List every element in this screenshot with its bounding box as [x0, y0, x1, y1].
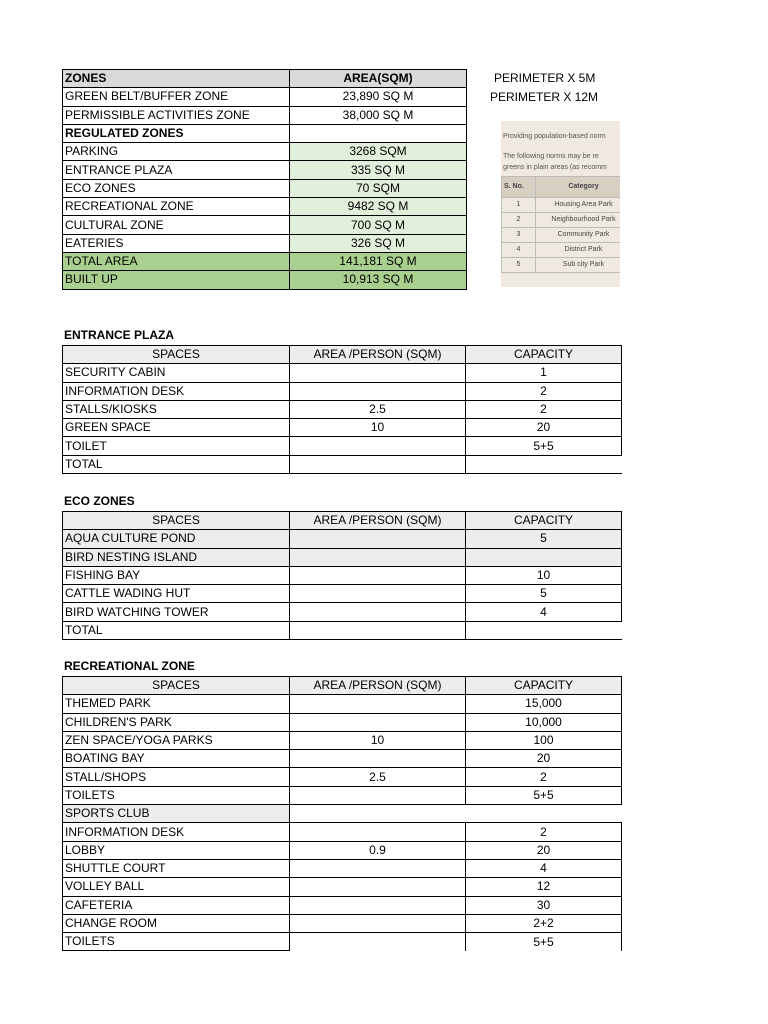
capacity-header: CAPACITY: [466, 512, 622, 530]
capacity: 30: [466, 896, 622, 914]
table-row: [63, 805, 622, 823]
space-name: GREEN SPACE: [63, 419, 290, 437]
capacity: 5: [466, 530, 622, 548]
table-header-row: [63, 346, 622, 364]
table-row: [63, 768, 622, 786]
capacity: 10: [466, 566, 622, 584]
capacity: 4: [466, 859, 622, 877]
area-per-person: [290, 695, 466, 713]
capacity: 5+5: [466, 786, 622, 804]
table-row: [63, 621, 622, 639]
area-header: AREA(SQM): [290, 70, 467, 88]
area-per-person: 0.9: [290, 841, 466, 859]
table-row: [63, 933, 622, 951]
area-per-person: [290, 548, 466, 566]
area-per-person: 2.5: [290, 400, 466, 418]
table-row: [63, 786, 622, 804]
ref-cell: 1: [502, 198, 536, 213]
area-person-header: AREA /PERSON (SQM): [290, 346, 466, 364]
space-name: INFORMATION DESK: [63, 823, 290, 841]
table-row: [63, 419, 622, 437]
spaces-header: SPACES: [63, 677, 290, 695]
table-row: [63, 216, 467, 234]
table-row: [63, 400, 622, 418]
zone-area: 38,000 SQ M: [290, 106, 467, 124]
table-row: [63, 878, 622, 896]
area-per-person: [290, 603, 466, 621]
capacity: 4: [466, 603, 622, 621]
space-name: VOLLEY BALL: [63, 878, 290, 896]
eco-zones-table: [62, 511, 622, 640]
area-per-person: [290, 896, 466, 914]
capacity: 20: [466, 750, 622, 768]
space-name: LOBBY: [63, 841, 290, 859]
zone-area: 141,181 SQ M: [290, 252, 467, 270]
table-row: [63, 896, 622, 914]
area-per-person: [290, 713, 466, 731]
table-header-row: [63, 512, 622, 530]
area-per-person: [290, 455, 466, 473]
zone-area: 10,913 SQ M: [290, 271, 467, 289]
space-name: AQUA CULTURE POND: [63, 530, 290, 548]
reference-text: greens in plain areas (as recomm: [503, 164, 607, 171]
space-name: CHANGE ROOM: [63, 914, 290, 932]
table-row: [63, 731, 622, 749]
capacity: 15,000: [466, 695, 622, 713]
table-row: [63, 914, 622, 932]
capacity: [466, 548, 622, 566]
area-per-person: [290, 382, 466, 400]
table-row: [63, 823, 622, 841]
capacity: [466, 621, 622, 639]
space-name: CHILDREN'S PARK: [63, 713, 290, 731]
space-name: BIRD NESTING ISLAND: [63, 548, 290, 566]
ref-cell: District Park: [536, 243, 621, 258]
area-per-person: [290, 437, 466, 455]
capacity: 2: [466, 400, 622, 418]
table-row: [63, 106, 467, 124]
zone-name: GREEN BELT/BUFFER ZONE: [63, 88, 290, 106]
space-name: CAFETERIA: [63, 896, 290, 914]
zone-name: PERMISSIBLE ACTIVITIES ZONE: [63, 106, 290, 124]
zone-name: CULTURAL ZONE: [63, 216, 290, 234]
zone-area: [290, 124, 467, 142]
area-per-person: [290, 786, 466, 804]
spaces-header: SPACES: [63, 512, 290, 530]
table-row: [63, 234, 467, 252]
ref-cell: Neighbourhood Park: [536, 213, 621, 228]
perimeter-note-1: PERIMETER X 5M: [494, 71, 596, 85]
reference-text: Providing population-based norm: [503, 133, 606, 140]
ref-cell: Community Park: [536, 228, 621, 243]
capacity: 2: [466, 823, 622, 841]
table-row: [63, 179, 467, 197]
zone-area: 9482 SQ M: [290, 198, 467, 216]
area-person-header: AREA /PERSON (SQM): [290, 512, 466, 530]
zone-area: 70 SQM: [290, 179, 467, 197]
perimeter-note-2: PERIMETER X 12M: [490, 90, 599, 104]
area-per-person: 10: [290, 731, 466, 749]
area-per-person: [290, 364, 466, 382]
space-name: SPORTS CLUB: [63, 805, 290, 823]
area-per-person: [290, 530, 466, 548]
area-per-person: [290, 805, 466, 823]
capacity: 1: [466, 364, 622, 382]
space-name: TOILET: [63, 437, 290, 455]
area-per-person: [290, 585, 466, 603]
table-row: [63, 364, 622, 382]
table-row: [63, 713, 622, 731]
entrance-plaza-table: [62, 345, 622, 474]
capacity: 10,000: [466, 713, 622, 731]
area-per-person: [290, 878, 466, 896]
area-per-person: [290, 823, 466, 841]
space-name: SECURITY CABIN: [63, 364, 290, 382]
spaces-header: SPACES: [63, 346, 290, 364]
capacity: [466, 805, 622, 823]
zone-area: 335 SQ M: [290, 161, 467, 179]
zone-name: TOTAL AREA: [63, 252, 290, 270]
table-header-row: [63, 70, 467, 88]
space-name: CATTLE WADING HUT: [63, 585, 290, 603]
zone-area: 700 SQ M: [290, 216, 467, 234]
table-row: [63, 548, 622, 566]
section-title: RECREATIONAL ZONE: [64, 659, 195, 673]
ref-cell: Sub city Park: [536, 258, 621, 273]
table-row: [63, 271, 467, 289]
table-row: [63, 382, 622, 400]
reference-text: The following norms may be re: [503, 153, 599, 160]
area-per-person: [290, 859, 466, 877]
area-per-person: 10: [290, 419, 466, 437]
zone-name: BUILT UP: [63, 271, 290, 289]
section-title: ENTRANCE PLAZA: [64, 328, 174, 342]
table-row: [63, 530, 622, 548]
space-name: TOTAL: [63, 455, 290, 473]
table-row: [63, 88, 467, 106]
space-name: TOILETS: [63, 933, 290, 951]
space-name: INFORMATION DESK: [63, 382, 290, 400]
capacity-header: CAPACITY: [466, 346, 622, 364]
zone-area: 3268 SQM: [290, 143, 467, 161]
area-person-header: AREA /PERSON (SQM): [290, 677, 466, 695]
section-title: ECO ZONES: [64, 494, 135, 508]
zone-name: ENTRANCE PLAZA: [63, 161, 290, 179]
table-row: [63, 603, 622, 621]
ref-header: Category: [536, 177, 621, 198]
space-name: SHUTTLE COURT: [63, 859, 290, 877]
table-row: [63, 750, 622, 768]
area-per-person: 2.5: [290, 768, 466, 786]
space-name: THEMED PARK: [63, 695, 290, 713]
zone-name: PARKING: [63, 143, 290, 161]
zones-header: ZONES: [63, 70, 290, 88]
capacity: 20: [466, 841, 622, 859]
ref-cell: Housing Area Park: [536, 198, 621, 213]
capacity: 2: [466, 382, 622, 400]
capacity: 20: [466, 419, 622, 437]
table-row: [63, 585, 622, 603]
space-name: TOILETS: [63, 786, 290, 804]
ref-cell: 2: [502, 213, 536, 228]
zone-area: 326 SQ M: [290, 234, 467, 252]
area-per-person: [290, 621, 466, 639]
table-row: [63, 859, 622, 877]
ref-cell: 5: [502, 258, 536, 273]
table-row: [63, 566, 622, 584]
space-name: STALL/SHOPS: [63, 768, 290, 786]
capacity: 100: [466, 731, 622, 749]
space-name: BOATING BAY: [63, 750, 290, 768]
capacity: 2: [466, 768, 622, 786]
area-per-person: [290, 750, 466, 768]
space-name: BIRD WATCHING TOWER: [63, 603, 290, 621]
table-row: [63, 143, 467, 161]
table-row: [63, 841, 622, 859]
capacity: 5+5: [466, 933, 622, 951]
capacity: 2+2: [466, 914, 622, 932]
zone-name: RECREATIONAL ZONE: [63, 198, 290, 216]
zone-name: ECO ZONES: [63, 179, 290, 197]
area-per-person: [290, 933, 466, 951]
table-row: [63, 124, 467, 142]
area-per-person: [290, 914, 466, 932]
capacity-header: CAPACITY: [466, 677, 622, 695]
space-name: FISHING BAY: [63, 566, 290, 584]
capacity: [466, 455, 622, 473]
capacity: 5: [466, 585, 622, 603]
table-row: [63, 252, 467, 270]
space-name: ZEN SPACE/YOGA PARKS: [63, 731, 290, 749]
zone-name: REGULATED ZONES: [63, 124, 290, 142]
reference-table: [501, 176, 620, 273]
table-row: [63, 455, 622, 473]
ref-header: S. No.: [502, 177, 536, 198]
capacity: 5+5: [466, 437, 622, 455]
reference-image: [501, 121, 620, 287]
zones-table: [62, 69, 467, 290]
table-row: [63, 695, 622, 713]
capacity: 12: [466, 878, 622, 896]
table-row: [63, 437, 622, 455]
recreational-zone-table: [62, 676, 622, 951]
space-name: STALLS/KIOSKS: [63, 400, 290, 418]
table-row: [63, 198, 467, 216]
zone-name: EATERIES: [63, 234, 290, 252]
zone-area: 23,890 SQ M: [290, 88, 467, 106]
table-row: [63, 161, 467, 179]
space-name: TOTAL: [63, 621, 290, 639]
ref-cell: 4: [502, 243, 536, 258]
ref-cell: 3: [502, 228, 536, 243]
area-per-person: [290, 566, 466, 584]
table-header-row: [63, 677, 622, 695]
